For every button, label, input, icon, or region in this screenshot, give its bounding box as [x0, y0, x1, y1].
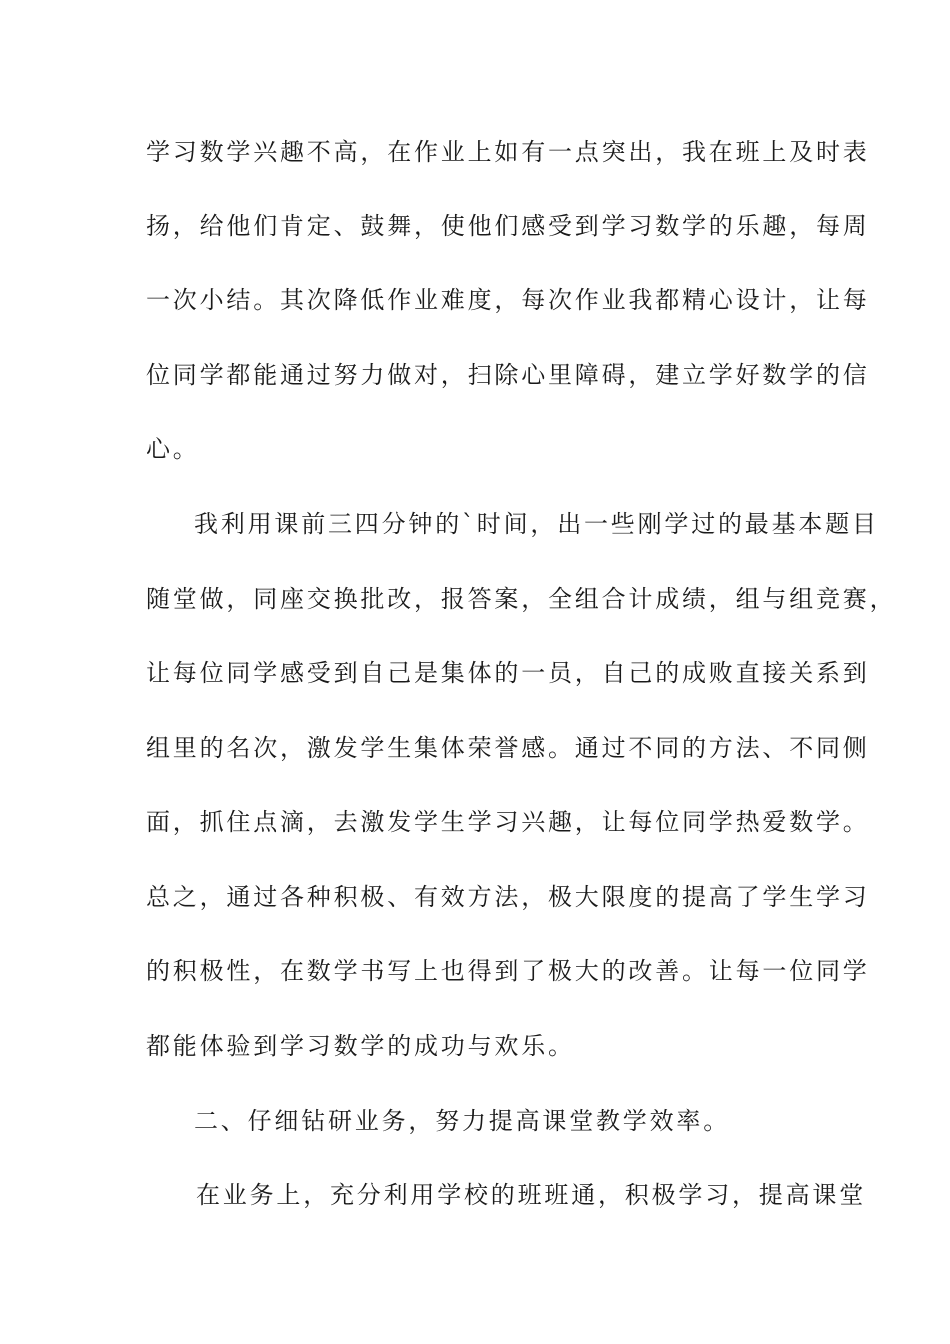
paragraph-line-10: 面，抓住点滴，去激发学生学习兴趣，让每位同学热爱数学。 [146, 808, 870, 836]
paragraph-line-13: 都能体验到学习数学的成功与欢乐。 [146, 1032, 575, 1060]
paragraph-line-4: 位同学都能通过努力做对，扫除心里障碍，建立学好数学的信 [146, 361, 870, 389]
paragraph-line-6: 我利用课前三四分钟的`时间，出一些刚学过的最基本题目 [194, 510, 879, 538]
paragraph-line-7: 随堂做，同座交换批改，报答案，全组合计成绩，组与组竞赛， [146, 585, 897, 613]
paragraph-line-8: 让每位同学感受到自己是集体的一员，自己的成败直接关系到 [146, 659, 870, 687]
section-heading: 二、仔细钻研业务，努力提高课堂教学效率。 [194, 1107, 730, 1135]
paragraph-line-1: 学习数学兴趣不高，在作业上如有一点突出，我在班上及时表 [146, 138, 870, 166]
paragraph-line-11: 总之，通过各种积极、有效方法，极大限度的提高了学生学习 [146, 883, 870, 911]
paragraph-line-2: 扬，给他们肯定、鼓舞，使他们感受到学习数学的乐趣，每周 [146, 212, 870, 240]
paragraph-line-9: 组里的名次，激发学生集体荣誉感。通过不同的方法、不同侧 [146, 734, 870, 762]
paragraph-line-12: 的积极性，在数学书写上也得到了极大的改善。让每一位同学 [146, 957, 870, 985]
paragraph-line-5: 心。 [146, 435, 200, 463]
paragraph-line-3: 一次小结。其次降低作业难度，每次作业我都精心设计，让每 [146, 286, 870, 314]
paragraph-line-15: 在业务上，充分利用学校的班班通，积极学习，提高课堂 [196, 1181, 866, 1209]
